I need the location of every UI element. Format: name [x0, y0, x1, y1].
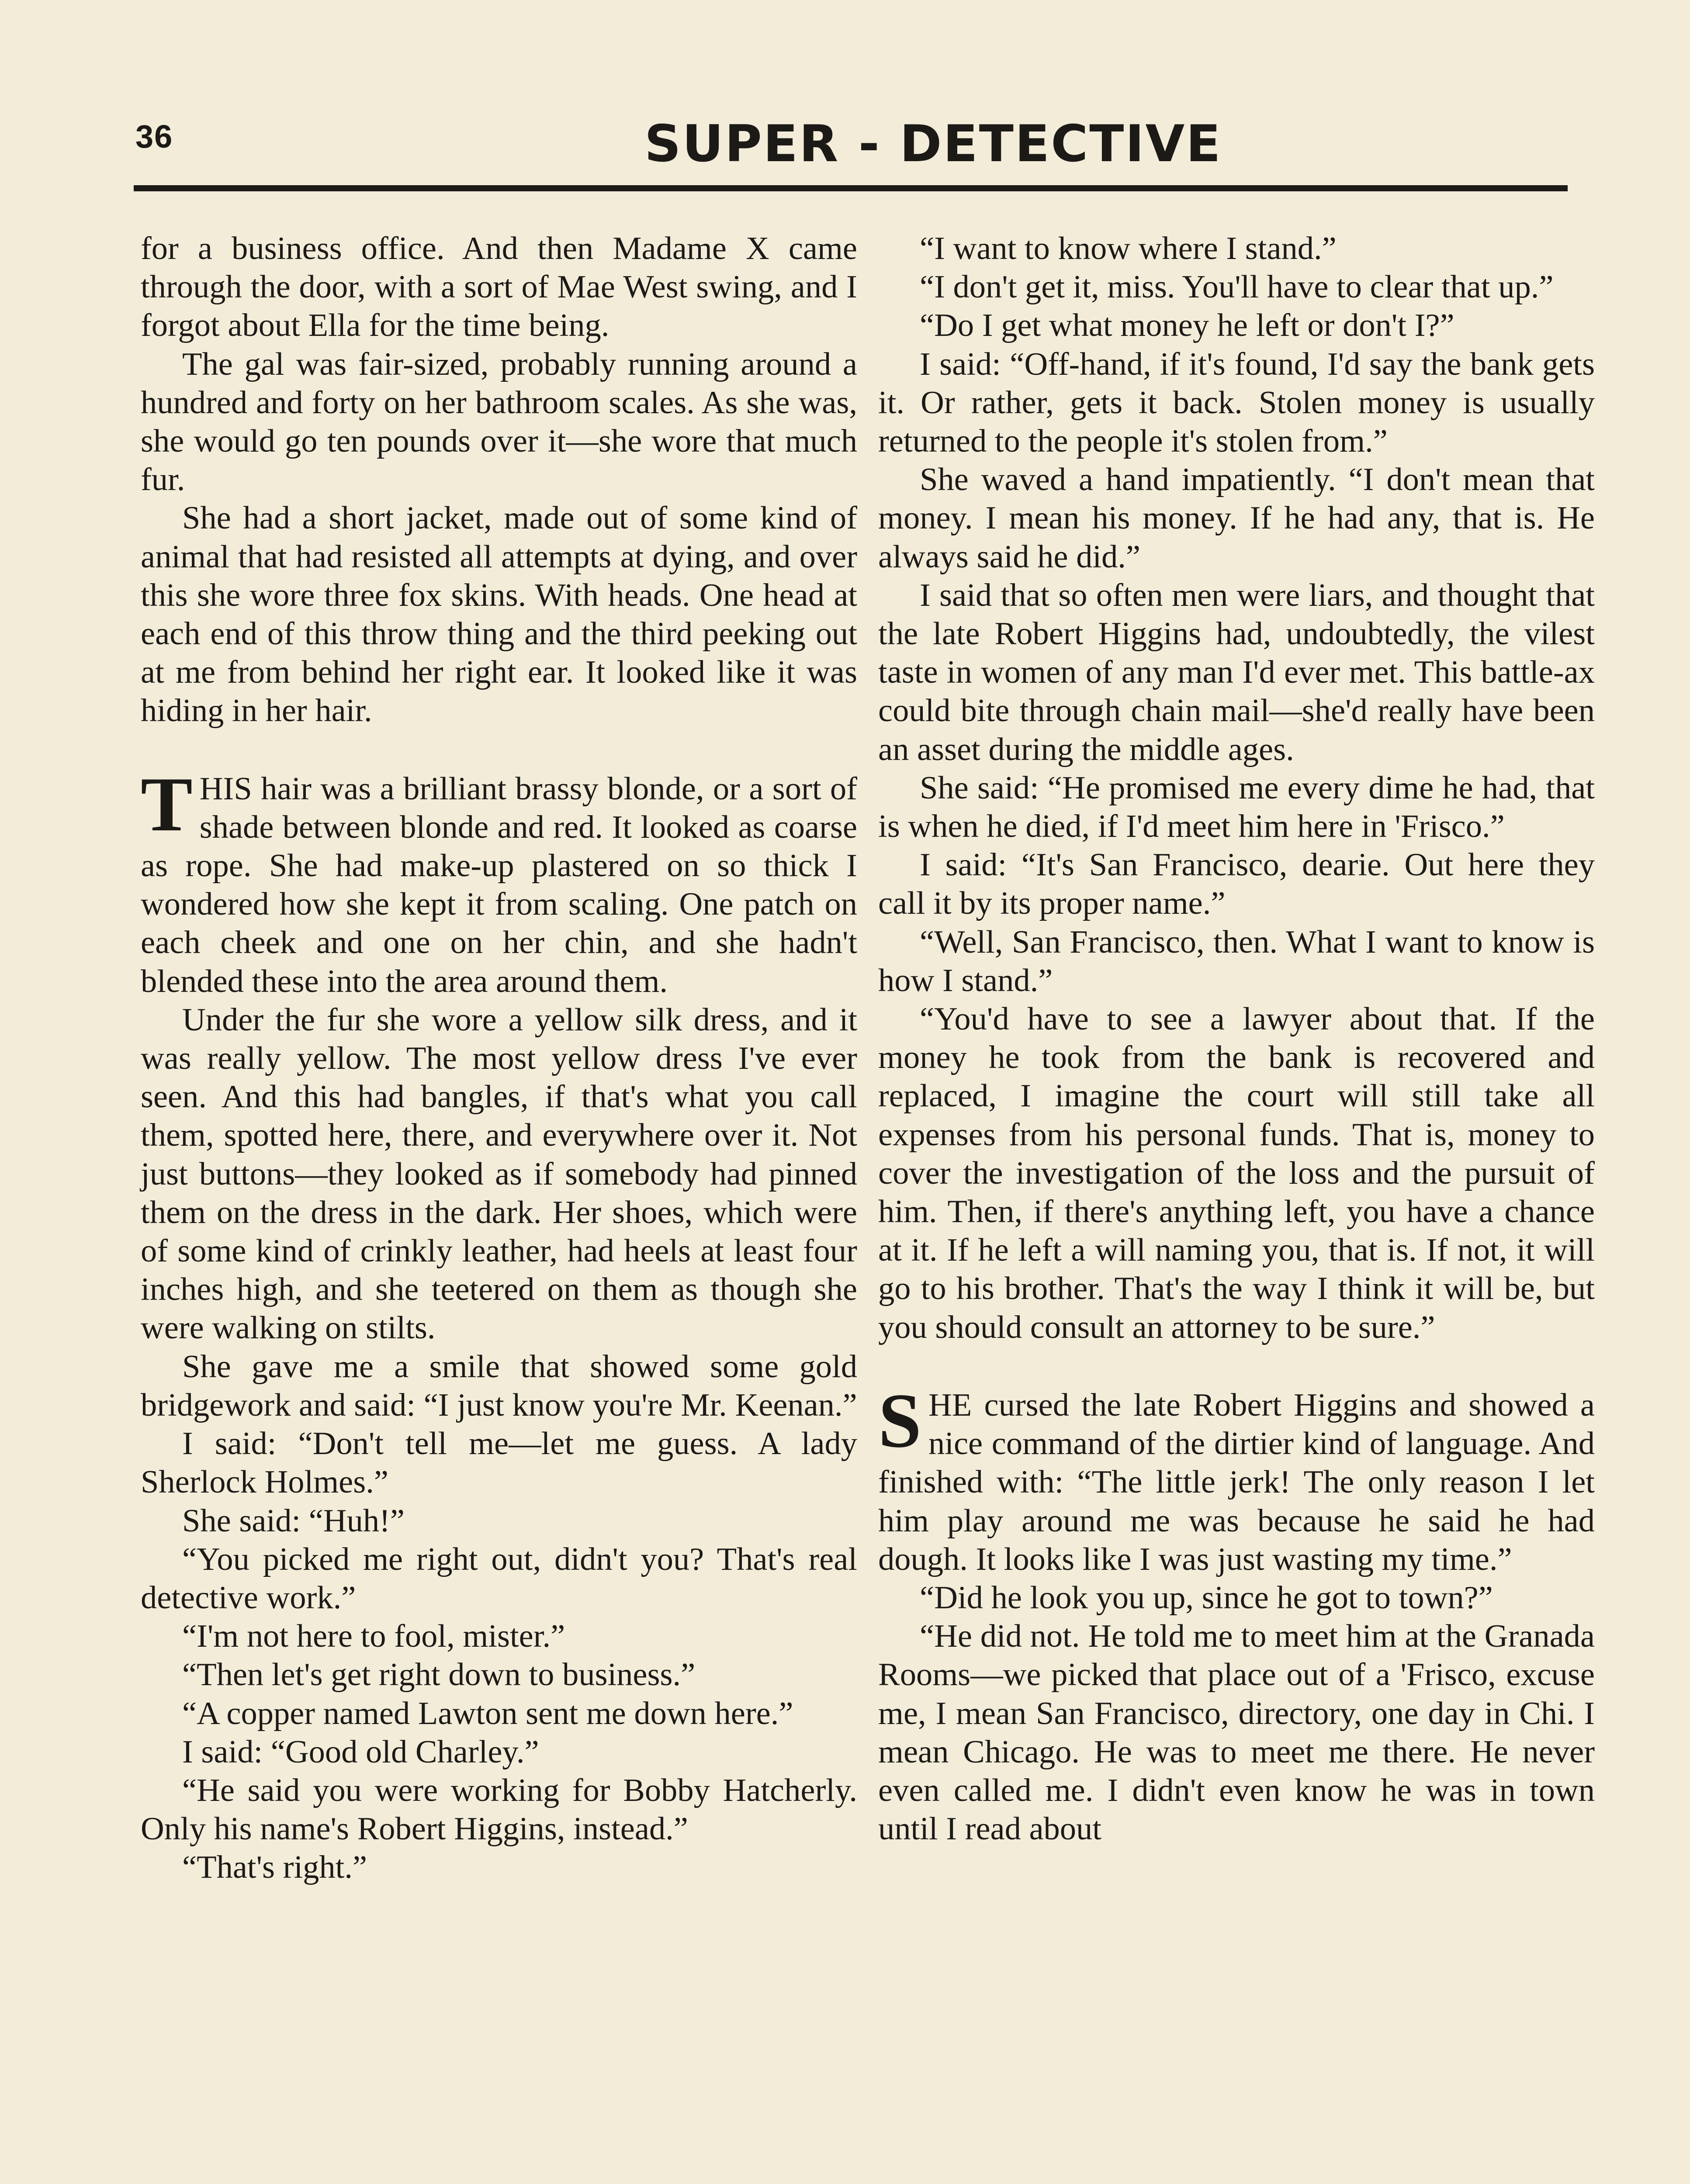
- page-header: [135, 114, 1567, 180]
- paragraph: “I'm not here to fool, mister.”: [182, 1618, 565, 1655]
- paragraph: She had a short jacket, made out of some kind of animal that had resisted all attempts at dying, and over this she wore three fox skins. With heads. One head at each end of this throw thing and the third peeking out at me from behind her right ear. It looked like it was hiding in her hair.: [141, 500, 857, 729]
- paragraph: “You picked me right out, didn't you? That's real detective work.”: [141, 1541, 857, 1616]
- paragraph: I said that so often men were liars, and thought that the late Robert Higgins had, undoubtedly, the vilest taste in women of any man I'd ever met. This battle-ax could bite through chain mail—she'd really have been an asset during the middle ages.: [878, 577, 1595, 767]
- section-start-paragraph: [141, 760, 857, 1001]
- paragraph: “Well, San Francisco, then. What I want to know is how I stand.”: [878, 924, 1595, 999]
- paragraph: “Do I get what money he left or don't I?”: [920, 308, 1455, 344]
- paragraph: I said: “Good old Charley.”: [182, 1734, 539, 1770]
- paragraph: “I don't get it, miss. You'll have to clear that up.”: [920, 269, 1554, 305]
- right-column: [878, 229, 1595, 1848]
- paragraph: “That's right.”: [182, 1849, 367, 1886]
- paragraph: She said: “He promised me every dime he had, that is when he died, if I'd meet him here in 'Frisco.”: [878, 770, 1595, 845]
- left-column: [141, 229, 857, 1887]
- drop-cap: T: [141, 760, 193, 847]
- paragraph: The gal was fair-sized, probably running around a hundred and forty on her bathroom scales. As she was, she would go ten pounds over it—she wore that much fur.: [141, 346, 857, 498]
- header-rule: [134, 185, 1568, 191]
- paragraph: for a business office. And then Madame X came through the door, with a sort of Mae West swing, and I forgot about Ella for the time being.: [141, 231, 857, 344]
- paragraph-text: HE cursed the late Robert Higgins and showed a nice command of the dirtier kind of language. And finished with: “The little jerk! The only reason I let him play around me was because he said he had dough. It looks like I was just wasting my time.”: [878, 1387, 1595, 1577]
- paragraph: “Did he look you up, since he got to town?”: [920, 1579, 1493, 1616]
- paragraph: “You'd have to see a lawyer about that. If the money he took from the bank is recovered and replaced, I imagine the court will still take all expenses from his personal funds. That is, money to cover the investigation of the loss and the pursuit of him. Then, if there's anything left, you have a chance at it. If he left a will naming you, that is. If not, it will go to his brother. That's the way I think it will be, but you should consult an attorney to be sure.”: [878, 1001, 1595, 1345]
- paragraph: She waved a hand impatiently. “I don't mean that money. I mean his money. If he had any, that is. He always said he did.”: [878, 462, 1595, 575]
- section-start-paragraph: [878, 1377, 1595, 1579]
- paragraph: I said: “Don't tell me—let me guess. A lady Sherlock Holmes.”: [141, 1426, 857, 1500]
- paragraph: I said: “Off-hand, if it's found, I'd say the bank gets it. Or rather, gets it back. Stolen money is usually returned to the people it's stolen from.”: [878, 346, 1595, 460]
- magazine-title: SUPER - DETECTIVE: [644, 114, 1222, 173]
- paragraph: She said: “Huh!”: [182, 1503, 405, 1539]
- page-number: 36: [135, 118, 173, 155]
- paragraph: She gave me a smile that showed some gold bridgework and said: “I just know you're Mr. Keenan.”: [141, 1348, 857, 1423]
- paragraph-text: HIS hair was a brilliant brassy blonde, or a sort of shade between blonde and red. It looked as coarse as rope. She had make-up plastered on so thick I wondered how she kept it from scaling. One patch on each cheek and one on her chin, and she hadn't blended these into the area around them.: [141, 771, 857, 999]
- paragraph: Under the fur she wore a yellow silk dress, and it was really yellow. The most yellow dress I've ever seen. And this had bangles, if that's what you call them, spotted here, there, and everywhere over it. Not just buttons—they looked as if somebody had pinned them on the dress in the dark. Her shoes, which were of some kind of crinkly leather, had heels at least four inches high, and she teetered on them as though she were walking on stilts.: [141, 1002, 857, 1346]
- paragraph: I said: “It's San Francisco, dearie. Out here they call it by its proper name.”: [878, 847, 1595, 922]
- drop-cap: S: [878, 1377, 921, 1464]
- paragraph: “He did not. He told me to meet him at the Granada Rooms—we picked that place out of a 'Frisco, excuse me, I mean San Francisco, directory, one day in Chi. I mean Chicago. He was to meet me there. He never even called me. I didn't even know he was in town until I read about: [878, 1618, 1595, 1847]
- paragraph: “Then let's get right down to business.”: [182, 1657, 696, 1693]
- paragraph: “A copper named Lawton sent me down here.”: [182, 1695, 793, 1731]
- paragraph: “I want to know where I stand.”: [920, 231, 1337, 266]
- paragraph: “He said you were working for Bobby Hatcherly. Only his name's Robert Higgins, instead.”: [141, 1772, 857, 1847]
